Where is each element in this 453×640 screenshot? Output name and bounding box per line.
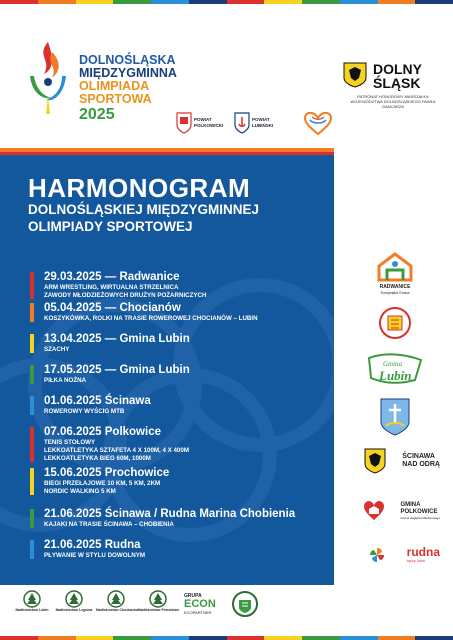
polkowice-label-1: GMINA	[400, 502, 421, 508]
footer-logo-4	[138, 590, 178, 613]
polkowice-crest-icon	[176, 112, 192, 134]
partner2-label-1: POWIAT	[252, 117, 270, 122]
polkowice-sub: Gmina Zagłębia Miedziowego	[400, 516, 440, 520]
event-item	[30, 301, 330, 323]
event-detail: PIŁKA NOŻNA	[44, 377, 87, 384]
club-crest-icon	[232, 590, 258, 618]
footer-logo-1	[12, 590, 52, 613]
event-detail: SZACHY	[44, 346, 70, 353]
partner-logos	[176, 112, 336, 142]
gmina-lubin-icon	[365, 350, 425, 388]
rudna-label: rudna	[406, 545, 440, 559]
stripe-segment	[189, 636, 227, 640]
olympiad-logo	[22, 38, 192, 130]
top-color-stripe	[0, 0, 453, 4]
event-detail: TENIS STOŁOWY	[44, 439, 96, 446]
page-subtitle-line2: OLIMPIADY SPORTOWEJ	[28, 219, 193, 234]
event-heading: 29.03.2025 — Radwanice	[44, 271, 180, 283]
stripe-segment	[340, 636, 378, 640]
scinawa-nad-odra-logo	[350, 448, 440, 474]
event-color-bar	[30, 509, 34, 528]
stripe-segment	[76, 0, 114, 4]
event-item	[30, 363, 330, 385]
event-detail: BIEGI PRZEŁAJOWE 10 KM, 5 KM, 2KM	[44, 480, 161, 487]
scinawa-crest	[350, 398, 440, 436]
eagle-crest-icon	[343, 62, 367, 88]
event-detail: PŁYWANIE W STYLU DOWOLNYM	[44, 552, 146, 559]
partner2-label-2: LUBIŃSKI	[252, 123, 274, 128]
stripe-segment	[264, 636, 302, 640]
region-name-line1: DOLNY	[373, 61, 422, 77]
logo-line-3: OLIMPIADA	[79, 79, 150, 93]
event-color-bar	[30, 427, 34, 462]
polkowice-heart-icon	[363, 500, 385, 522]
stripe-segment	[378, 636, 416, 640]
stripe-segment	[415, 636, 453, 640]
stripe-segment	[340, 0, 378, 4]
event-heading: 13.04.2025 — Gmina Lubin	[44, 333, 190, 345]
event-color-bar	[30, 540, 34, 559]
lubin-crest-icon	[234, 112, 250, 134]
partner1-label: POWIAT POLKOWICKI	[194, 117, 224, 128]
torch-flame-icon	[22, 38, 74, 116]
heart-logo-icon	[304, 112, 332, 136]
rudna-sub: łączy ludzi	[406, 558, 426, 563]
forest-district-icon	[149, 590, 167, 608]
event-item	[30, 394, 330, 416]
event-color-bar	[30, 396, 34, 415]
stripe-segment	[38, 636, 76, 640]
scinawa-crest-icon	[380, 398, 410, 436]
event-item	[30, 332, 330, 354]
forest-district-icon	[65, 590, 83, 608]
econ-label-2: ECON	[184, 598, 216, 610]
chocianow-crest-icon	[379, 306, 411, 340]
event-heading: 21.06.2025 Rudna	[44, 539, 141, 551]
event-heading: 15.06.2025 Prochowice	[44, 467, 170, 479]
gmina-lubin-text2: Lubin	[379, 368, 412, 383]
stripe-segment	[0, 636, 38, 640]
page-title: HARMONOGRAM	[28, 173, 251, 203]
event-heading: 21.06.2025 Ścinawa / Rudna Marina Chobienia	[44, 508, 296, 520]
event-detail: ZAWODY MŁODZIEŻOWYCH DRUŻYN POŻARNICZYCH	[44, 292, 207, 299]
footer-label-1: Nadleśnictwo Lubin	[15, 608, 49, 612]
stripe-segment	[113, 636, 151, 640]
stripe-segment	[151, 636, 189, 640]
powiat-lubinski-logo	[234, 112, 273, 134]
event-list	[30, 270, 330, 560]
gmina-lubin-logo	[350, 350, 440, 388]
econ-label-1: GRUPA	[184, 593, 202, 599]
house-logo-icon	[373, 250, 417, 284]
logo-line-2: MIĘDZYGMINNA	[79, 66, 177, 80]
event-detail: ROWEROWY WYŚCIG MTB	[44, 408, 125, 415]
footer-logo-3	[96, 590, 139, 613]
stripe-segment	[227, 636, 265, 640]
stripe-segment	[302, 636, 340, 640]
event-color-bar	[30, 334, 34, 353]
stripe-segment	[415, 0, 453, 4]
event-detail: KAJAKI NA TRASIE ŚCINAWA – CHOBIENIA	[44, 521, 174, 528]
event-color-bar	[30, 272, 34, 299]
event-heading: 07.06.2025 Polkowice	[44, 426, 161, 438]
rudna-pinwheel-icon	[369, 547, 385, 563]
region-patronage: PATRONAT HONOROWY MARSZAŁKA WOJEWÓDZTWA DOLNOŚLĄSKIEGO PAWŁA GANCARZA	[350, 94, 436, 109]
stripe-segment	[264, 0, 302, 4]
event-color-bar	[30, 365, 34, 384]
radwanice-logo	[350, 250, 440, 296]
chocianow-crest	[350, 306, 440, 340]
radwanice-label: RADWANICE	[379, 284, 411, 290]
logo-year: 2025	[79, 106, 115, 123]
event-color-bar	[30, 468, 34, 495]
rudna-logo	[350, 546, 440, 563]
stripe-segment	[113, 0, 151, 4]
logo-line-4: SPORTOWA	[79, 92, 152, 106]
stripe-segment	[76, 636, 114, 640]
polkowice-label-2: POLKOWICE	[400, 509, 438, 515]
forest-district-icon	[23, 590, 41, 608]
bottom-color-stripe	[0, 636, 453, 640]
event-color-bar	[30, 303, 34, 322]
econ-label-3: ECOPARTNER	[184, 610, 212, 615]
stripe-segment	[189, 0, 227, 4]
event-item	[30, 466, 330, 496]
gmina-polkowice-logo	[350, 500, 440, 522]
event-detail: KOSZYKÓWKA, ROLKI NA TRASIE ROWEROWEJ CHOCIANÓW – LUBIN	[44, 315, 258, 322]
scinawa-eagle-icon	[364, 448, 386, 474]
footer-logo-2	[54, 590, 94, 613]
event-heading: 01.06.2025 Ścinawa	[44, 395, 151, 407]
footer-label-3: Nadleśnictwo Chocianów	[96, 608, 139, 612]
stripe-segment	[302, 0, 340, 4]
logo-line-1: DOLNOŚLĄSKA	[79, 53, 176, 67]
event-heading: 05.04.2025 — Chocianów	[44, 302, 181, 314]
region-name-line2: ŚLĄSK	[373, 75, 421, 91]
grupa-econ-logo	[184, 593, 224, 615]
event-detail: NORDIC WALKING 5 KM	[44, 488, 116, 495]
event-item	[30, 425, 330, 463]
event-item	[30, 507, 330, 529]
event-heading: 17.05.2025 — Gmina Lubin	[44, 364, 190, 376]
schedule-panel	[0, 155, 334, 585]
radwanice-sub: Europejska Gmina	[380, 291, 410, 295]
page-subtitle-line1: DOLNOŚLĄSKIEJ MIĘDZYGMINNEJ	[28, 202, 260, 217]
event-detail: LEKKOATLETYKA SZTAFETA 4 X 100M, 4 X 400M	[44, 447, 189, 454]
footer-sponsors	[0, 585, 334, 635]
footer-label-2: Nadleśnictwo Legnica	[55, 608, 93, 612]
stripe-segment	[38, 0, 76, 4]
gmina-lubin-text1: Gmina	[383, 360, 403, 368]
stripe-segment	[0, 0, 38, 4]
event-item	[30, 538, 330, 560]
scinawa-label-2: NAD ODRĄ	[402, 461, 440, 468]
stripe-segment	[378, 0, 416, 4]
event-item	[30, 270, 330, 300]
event-detail: ARM WRESTLING, WIRTUALNA STRZELNICA	[44, 284, 179, 291]
powiat-polkowicki-logo	[176, 112, 228, 134]
event-detail: LEKKOATLETYKA BIEG 60M, 1000M	[44, 455, 151, 462]
stripe-segment	[151, 0, 189, 4]
stripe-segment	[227, 0, 265, 4]
forest-district-icon	[107, 590, 125, 608]
footer-label-4: Nadleśnictwo Przemków	[138, 608, 179, 612]
scinawa-label-1: ŚCINAWA	[402, 453, 435, 460]
